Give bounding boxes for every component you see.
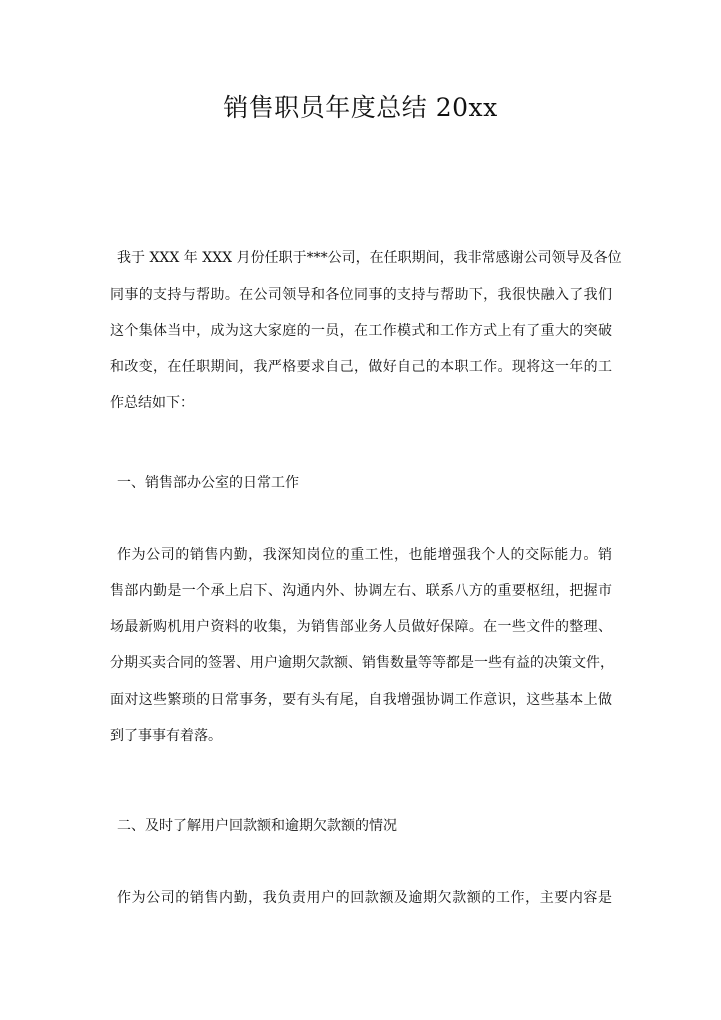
text-line: 这个集体当中，成为这大家庭的一员，在工作模式和工作方式上有了重大的突破 xyxy=(110,323,612,339)
text-line: 售部内勤是一个承上启下、沟通内外、协调左右、联系八方的重要枢纽，把握市 xyxy=(110,583,612,599)
section-heading-2: 二、及时了解用户回款额和逾期欠款额的情况 xyxy=(117,818,397,834)
document-title: 销售职员年度总结 20xx xyxy=(223,93,498,122)
text-line: 分期买卖合同的签署、用户逾期欠款额、销售数量等等都是一些有益的决策文件， xyxy=(110,655,614,671)
text-line: 面对这些繁琐的日常事务，要有头有尾，自我增强协调工作意识，这些基本上做 xyxy=(110,692,612,708)
text-line: 我于 XXX 年 XXX 月份任职于***公司，在任职期间，我非常感谢公司领导及各位 xyxy=(117,250,622,266)
text-line: 作为公司的销售内勤，我深知岗位的重工性，也能增强我个人的交际能力。销 xyxy=(117,547,612,563)
text-line: 和改变，在任职期间，我严格要求自己，做好自己的本职工作。现将这一年的工 xyxy=(110,359,612,375)
text-line: 到了事事有着落。 xyxy=(110,728,222,744)
text-line: 作总结如下： xyxy=(110,395,194,411)
section-heading-1: 一、销售部办公室的日常工作 xyxy=(117,475,299,491)
text-line: 同事的支持与帮助。在公司领导和各位同事的支持与帮助下，我很快融入了我们 xyxy=(110,287,612,303)
text-line: 作为公司的销售内勤，我负责用户的回款额及逾期欠款额的工作，主要内容是 xyxy=(117,890,612,906)
text-line: 场最新购机用户资料的收集，为销售部业务人员做好保障。在一些文件的整理、 xyxy=(110,619,612,635)
